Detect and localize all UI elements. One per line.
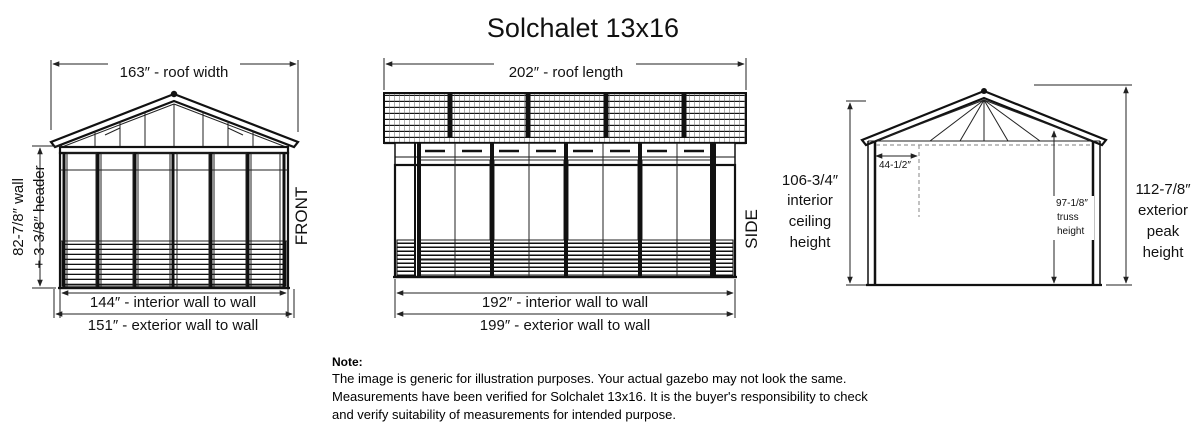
svg-text:peak: peak (1146, 223, 1180, 240)
svg-text:106-3/4″: 106-3/4″ (781, 172, 839, 189)
page-title: Solchalet 13x16 (486, 13, 680, 43)
svg-text:truss: truss (1057, 212, 1079, 223)
exterior-peak-height-label (1135, 181, 1191, 261)
side-view-label: SIDE (742, 209, 761, 249)
front-elevation (51, 91, 298, 288)
front-interior-width-label: 144″ - interior wall to wall (89, 294, 257, 311)
section-dimensions (846, 85, 1132, 285)
note-heading: Note: (332, 355, 363, 369)
side-exterior-width-label: 199″ - exterior wall to wall (479, 317, 651, 334)
disclaimer-note (332, 354, 952, 424)
note-line-1: The image is generic for illustration purposes. Your actual gazebo may not look the same. (332, 371, 847, 386)
svg-text:height: height (1057, 226, 1085, 237)
note-line-3: and verify suitability of measurements for intended purpose. (332, 407, 676, 422)
svg-text:ceiling: ceiling (788, 213, 832, 230)
front-roof-width-label: 163″ - roof width (119, 64, 229, 81)
svg-text:112-7/8″: 112-7/8″ (1135, 181, 1191, 198)
svg-text:height: height (789, 234, 831, 251)
section-elevation (862, 88, 1106, 285)
front-header-height-label: + 3-3/8″ header (31, 165, 48, 269)
overhang-label: 44-1/2″ (879, 160, 911, 171)
svg-text:97-1/8″: 97-1/8″ (1056, 198, 1088, 209)
side-elevation (384, 93, 746, 277)
svg-text:interior: interior (787, 192, 833, 209)
front-exterior-width-label: 151″ - exterior wall to wall (87, 317, 259, 334)
svg-text:exterior: exterior (1137, 202, 1189, 219)
interior-ceiling-height-label (782, 172, 839, 251)
side-roof-length-label: 202″ - roof length (508, 64, 624, 81)
svg-text:height: height (1142, 244, 1184, 261)
front-view-label: FRONT (292, 186, 311, 246)
note-line-2: Measurements have been verified for Solchalet 13x16. It is the buyer's responsibility to check (332, 389, 868, 404)
side-interior-width-label: 192″ - interior wall to wall (481, 294, 649, 311)
front-wall-height-label: 82-7/8″ wall (10, 178, 27, 256)
